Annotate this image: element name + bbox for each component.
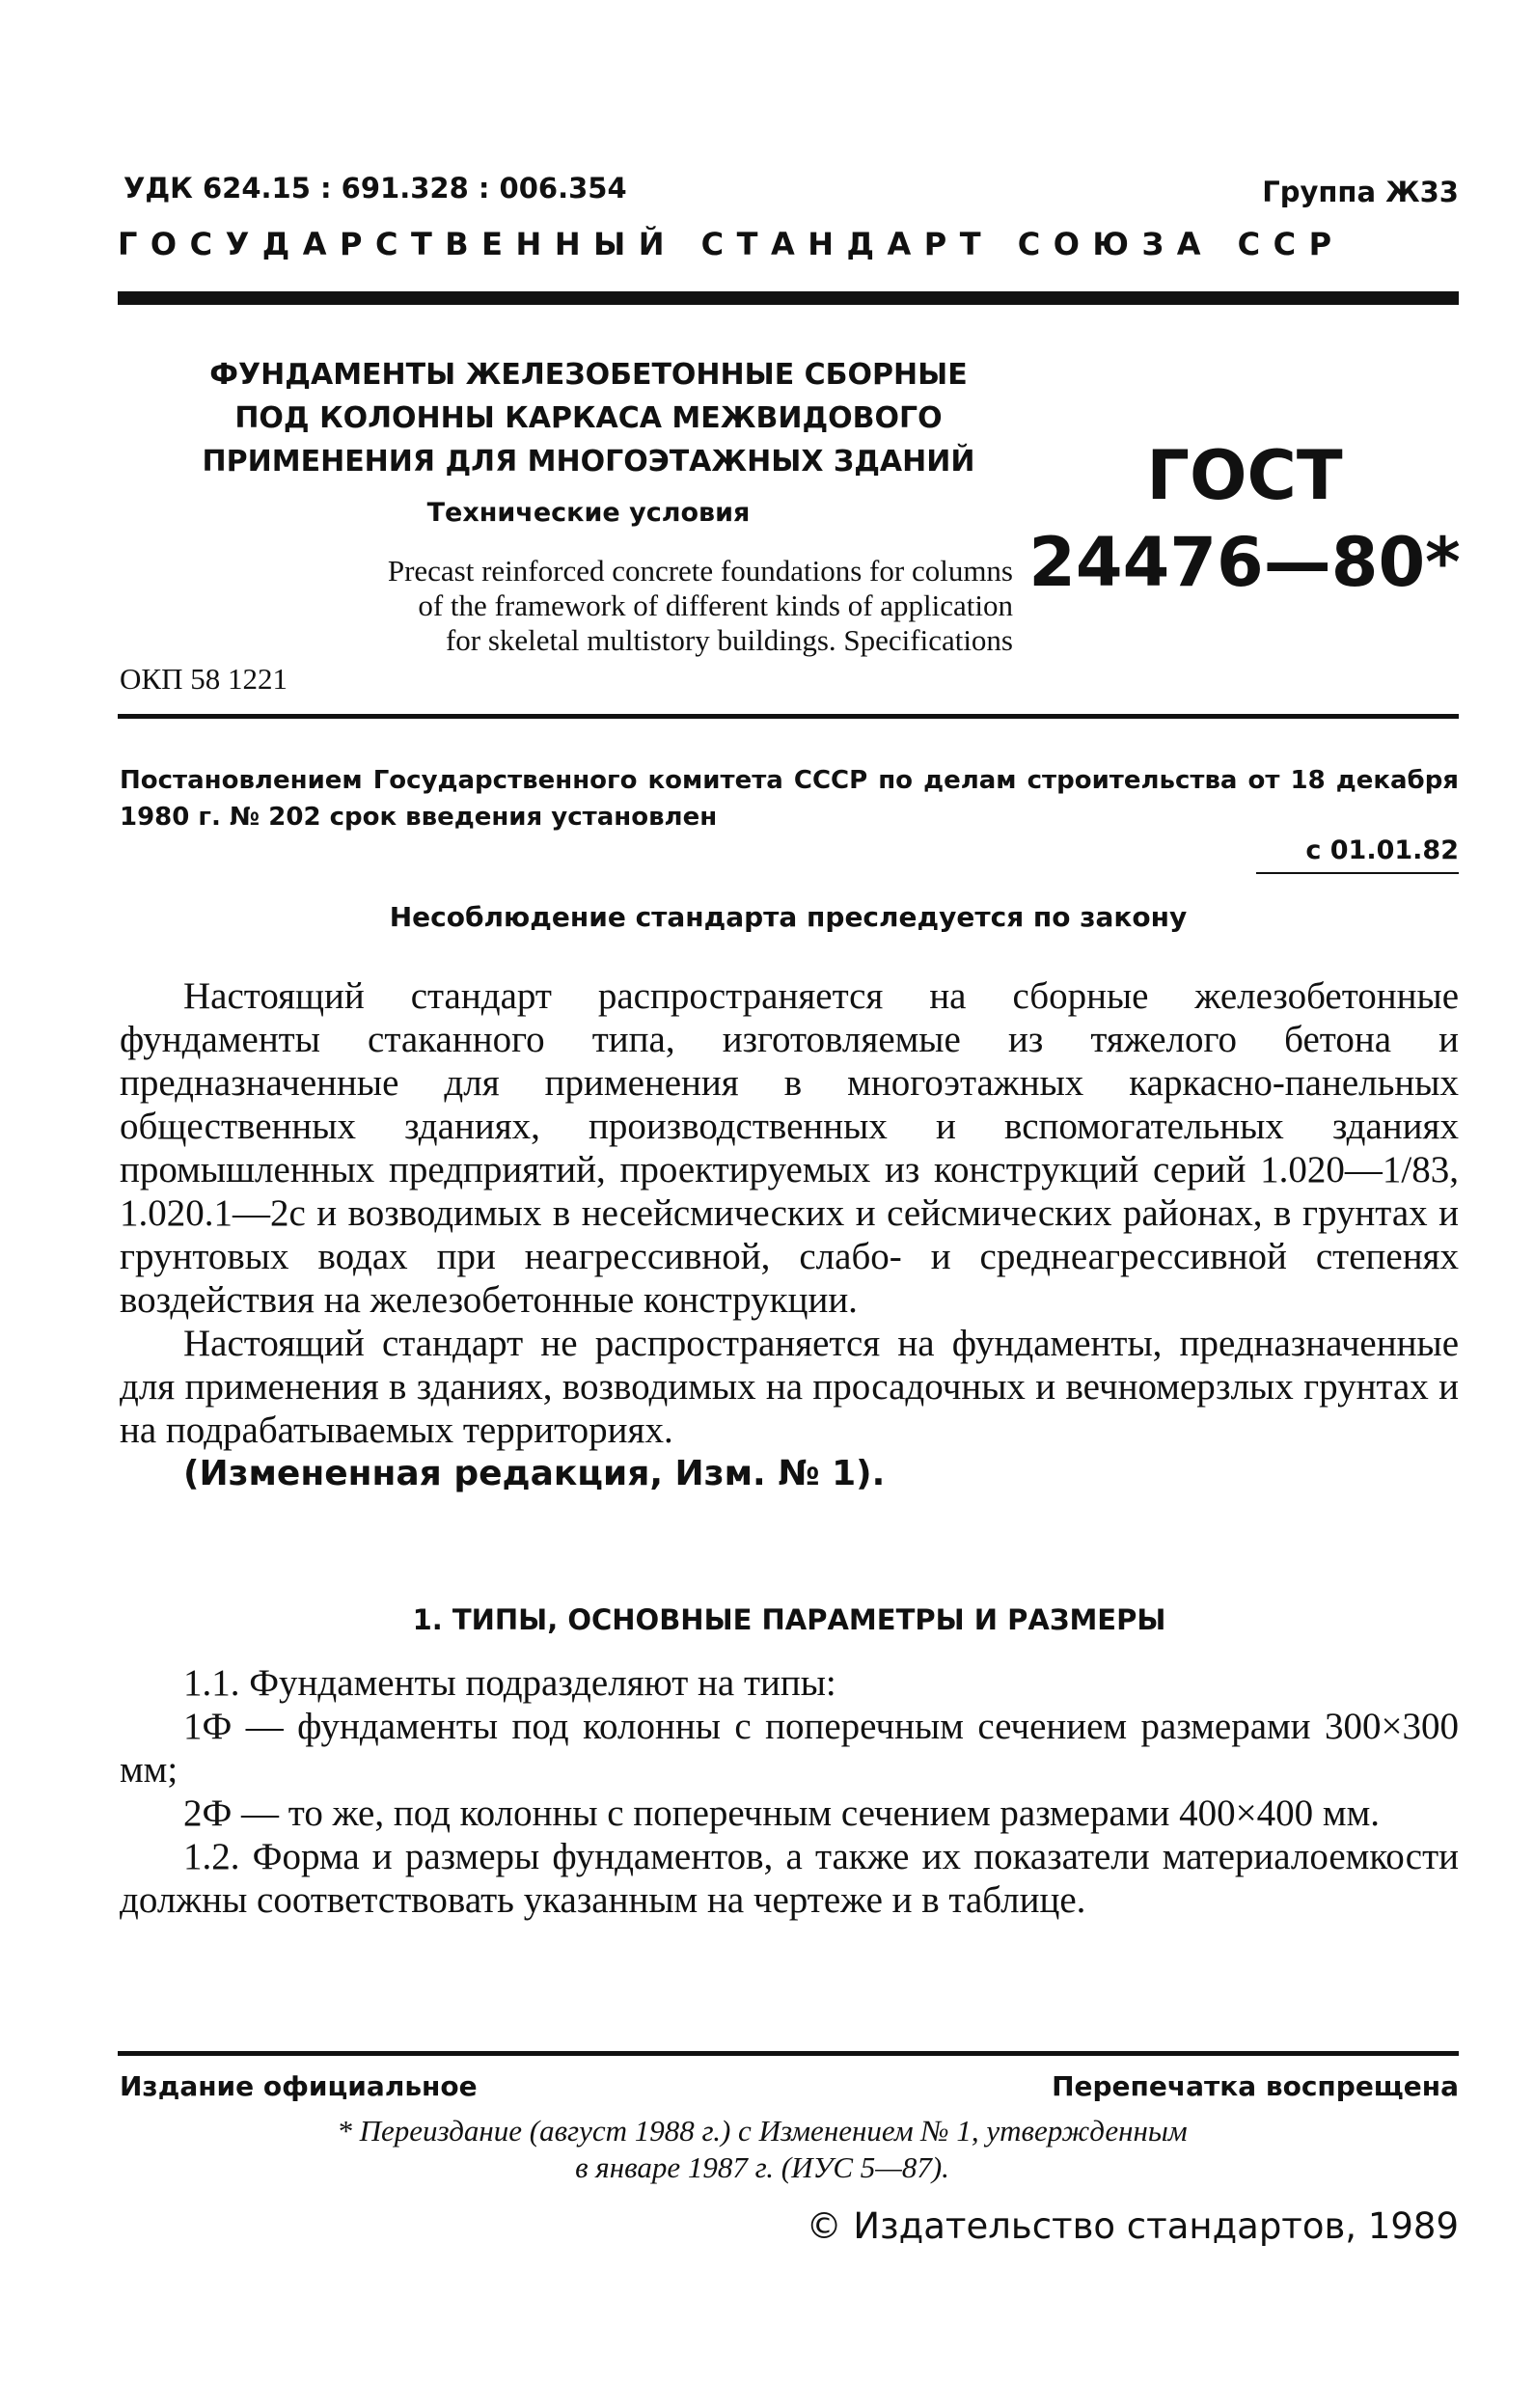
section-heading: 1. ТИПЫ, ОСНОВНЫЕ ПАРАМЕТРЫ И РАЗМЕРЫ <box>412 1603 1166 1636</box>
clause-1-1: 1.1. Фундаменты подразделяют на типы: <box>183 1662 836 1704</box>
udk-code: УДК 624.15 : 691.328 : 006.354 <box>123 172 627 205</box>
scope-paragraph-1: Настоящий стандарт распространяется на сборные железобетонные фундаменты стаканного типа, изготовляемые из тяжелого бетона и предназначенные для применения в многоэтажных каркасно-панельных общественных зданиях, производственных и вспомогательных зданиях промышленных предприятий, проектируемых из конструкций серий 1.020—1/83, 1.020.1—2с и возводимых в несейсмических и сейсмических районах, в грунтах и грунтовых водах при неагрессивной, слабо- и среднеагрессивной степенях воздействия на железобетонные конструкции. <box>120 975 1459 1321</box>
title-line-3: ПРИМЕНЕНИЯ ДЛЯ МНОГОЭТАЖНЫХ ЗДАНИЙ <box>202 445 975 479</box>
state-standard-banner: ГОСУДАРСТВЕННЫЙ СТАНДАРТ СОЮЗА ССР <box>118 226 1345 262</box>
effective-date-underline <box>1256 872 1459 874</box>
reprint-note-line-2: в январе 1987 г. (ИУС 5—87). <box>575 2150 949 2184</box>
okp-code: ОКП 58 1221 <box>120 662 288 696</box>
clause-type-2f: 2Ф — то же, под колонны с поперечным сечением размерами 400×400 мм. <box>183 1792 1381 1834</box>
section-1-text <box>120 1661 1459 1922</box>
title-line-2: ПОД КОЛОННЫ КАРКАСА МЕЖВИДОВОГО <box>234 401 943 435</box>
middle-divider <box>118 714 1459 719</box>
document-title <box>164 353 1013 483</box>
decree-text: Постановлением Государственного комитета СССР по делам строительства от 18 декабря 1980 г. № 202 срок введения установлен <box>120 766 1459 832</box>
gost-designation <box>1023 432 1466 606</box>
law-notice: Несоблюдение стандарта преследуется по закону <box>389 901 1188 933</box>
gost-label: ГОСТ <box>1146 436 1343 515</box>
document-subtitle: Технические условия <box>426 498 751 528</box>
effective-date: с 01.01.82 <box>1305 835 1459 865</box>
reprint-note <box>145 2113 1380 2186</box>
english-title-line-2: of the framework of different kinds of application <box>418 588 1013 622</box>
no-reprint-label: Перепечатка воспрещена <box>1052 2070 1459 2102</box>
scope-section <box>120 974 1459 1496</box>
clause-type-1f: 1Ф — фундаменты под колонны с поперечным сечением размерами 300×300 мм; <box>120 1706 1459 1791</box>
title-line-1: ФУНДАМЕНТЫ ЖЕЛЕЗОБЕТОННЫЕ СБОРНЫЕ <box>209 358 968 392</box>
footer-divider <box>118 2051 1459 2056</box>
scope-paragraph-2: Настоящий стандарт не распространяется на фундаменты, предназначенные для применения в зданиях, возводимых на просадочных и вечномерзлых грунтах и на подрабатываемых территориях. <box>120 1323 1459 1451</box>
english-title <box>145 554 1013 658</box>
top-divider <box>118 291 1459 305</box>
copyright-notice: © Издательство стандартов, 1989 <box>806 2205 1459 2247</box>
amendment-note: (Измененная редакция, Изм. № 1). <box>183 1454 886 1493</box>
official-edition-label: Издание официальное <box>120 2070 478 2102</box>
gost-number: 24476—80* <box>1028 523 1461 602</box>
english-title-line-3: for skeletal multistory buildings. Specifications <box>445 623 1013 657</box>
clause-1-2: 1.2. Форма и размеры фундаментов, а также их показатели материалоемкости должны соответствовать указанным на чертеже и в таблице. <box>120 1836 1459 1921</box>
group-code: Группа Ж33 <box>1262 176 1459 208</box>
english-title-line-1: Precast reinforced concrete foundations for columns <box>387 554 1013 588</box>
reprint-note-line-1: * Переиздание (август 1988 г.) с Изменением № 1, утвержденным <box>337 2114 1188 2148</box>
